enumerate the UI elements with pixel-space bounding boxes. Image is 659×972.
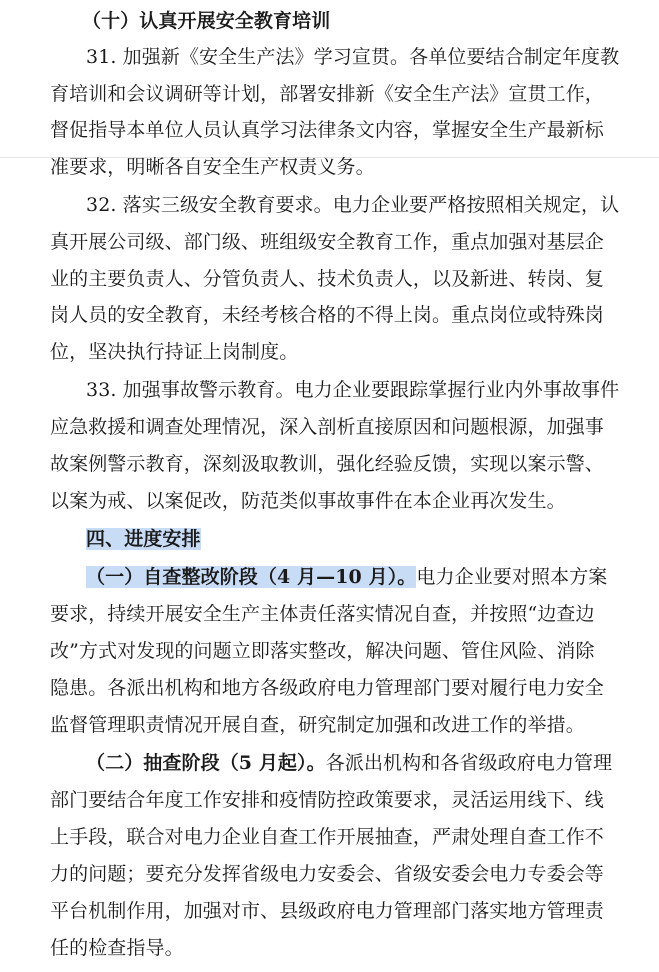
- paragraph-33-line: 以案为戒、以案促改，防范类似事故事件在本企业再次发生。: [50, 490, 566, 512]
- stage-2-line: 平台机制作用，加强对市、县级政府电力管理部门落实地方管理责: [50, 900, 604, 922]
- paragraph-32-line: 业的主要负责人、分管负责人、技术负责人，以及新进、转岗、复: [50, 268, 604, 290]
- paragraph-31-line: 准要求，明晰各自安全生产权责义务。: [50, 156, 375, 178]
- chapter-heading: 四、进度安排: [86, 528, 201, 550]
- section-heading: （十）认真开展安全教育培训: [82, 10, 331, 32]
- stage-2-text: 各派出机构和各省级政府电力管理: [325, 752, 613, 774]
- paragraph-31-line: 育培训和会议调研等计划，部署安排新《安全生产法》宣贯工作，: [50, 83, 604, 105]
- stage-2-line: 任的检查指导。: [50, 937, 184, 959]
- paragraph-31-line: 督促指导本单位人员认真学习法律条文内容，掌握安全生产最新标: [50, 119, 604, 141]
- stage-1-text: 电力企业要对照本方案: [416, 566, 608, 588]
- stage-2-line: 部门要结合年度工作安排和疫情防控政策要求，灵活运用线下、线: [50, 789, 604, 811]
- paragraph-32-line: 32. 落实三级安全教育要求。电力企业要严格按照相关规定，认: [86, 194, 620, 216]
- paragraph-33-line: 应急救援和调查处理情况，深入剖析直接原因和问题根源，加强事: [50, 416, 604, 438]
- paragraph-31-line: 31. 加强新《安全生产法》学习宣贯。各单位要结合制定年度教: [86, 46, 620, 68]
- stage-1-line: 监督管理职责情况开展自查，研究制定加强和改进工作的举措。: [50, 714, 585, 736]
- stage-2-line: 上手段，联合对电力企业自查工作开展抽查，严肃处理自查工作不: [50, 826, 604, 848]
- paragraph-32-line: 位，坚决执行持证上岗制度。: [50, 341, 299, 363]
- paragraph-33-line: 故案例警示教育，深刻汲取教训，强化经验反馈，实现以案示警、: [50, 453, 604, 475]
- paragraph-32-line: 真开展公司级、部门级、班组级安全教育工作，重点加强对基层企: [50, 231, 604, 253]
- stage-1-line: 改”方式对发现的问题立即落实整改，解决问题、管住风险、消除: [50, 640, 595, 662]
- stage-2-line: 力的问题；要充分发挥省级电力安委会、省级安委会电力专委会等: [50, 863, 604, 885]
- stage-1-heading: （一）自查整改阶段（4 月—10 月）。: [86, 566, 417, 588]
- stage-2-heading: （二）抽查阶段（5 月起）。: [86, 752, 326, 774]
- paragraph-33-line: 33. 加强事故警示教育。电力企业要跟踪掌握行业内外事故事件: [86, 379, 620, 401]
- paragraph-32-line: 岗人员的安全教育，未经考核合格的不得上岗。重点岗位或特殊岗: [50, 304, 604, 326]
- stage-1-line: 隐患。各派出机构和地方各级政府电力管理部门要对履行电力安全: [50, 677, 604, 699]
- stage-1-line: 要求，持续开展安全生产主体责任落实情况自查，并按照“边查边: [50, 603, 595, 625]
